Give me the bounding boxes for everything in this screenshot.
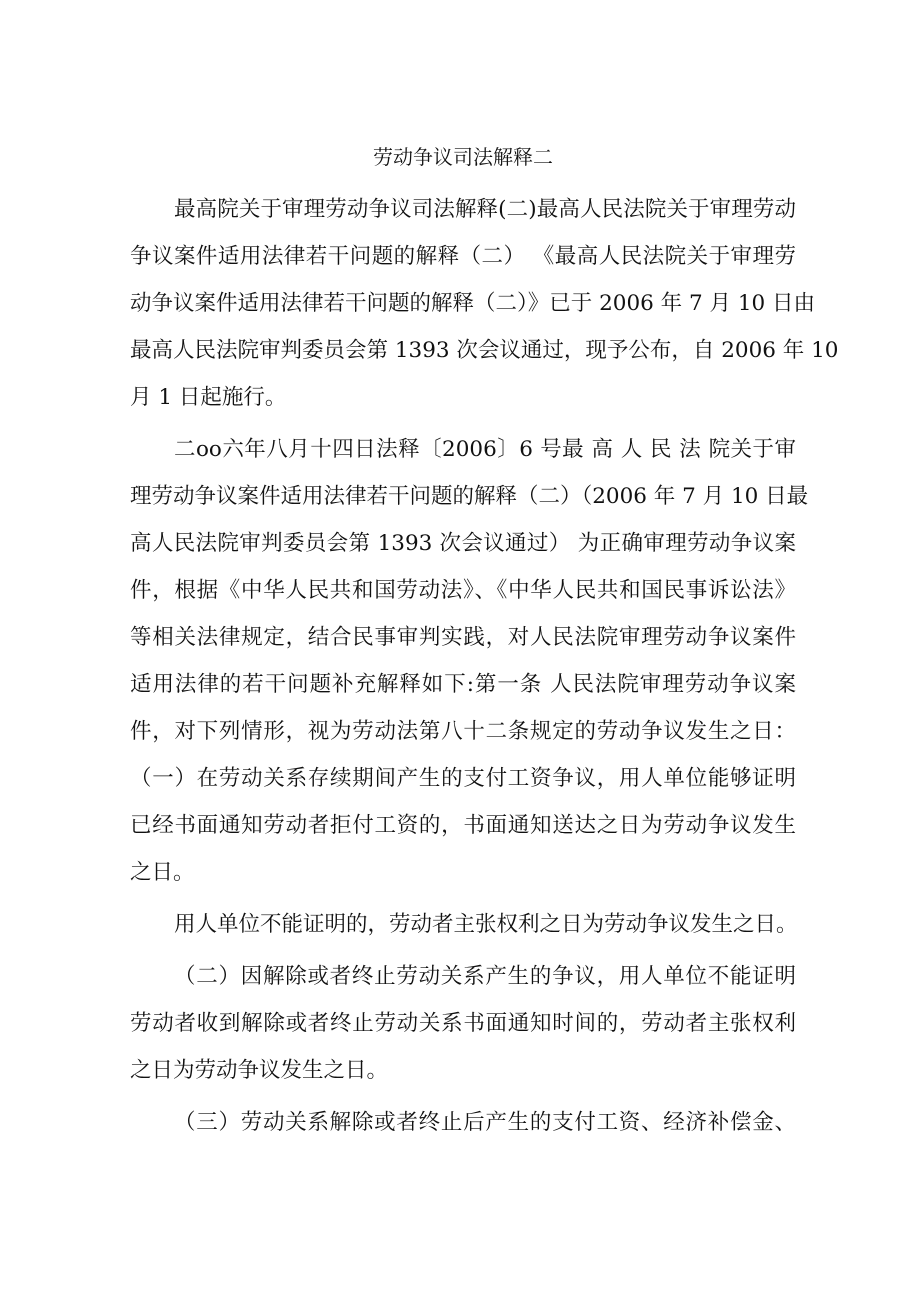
text-line: 之日为劳动争议发生之日。 <box>130 1058 389 1083</box>
text-line: 件，根据《中华人民共和国劳动法》、《中华人民共和国民事诉讼法》 <box>130 578 796 603</box>
text-line: 动争议案件适用法律若干问题的解释（二）》已于 2006 年 7 月 10 日由 <box>130 291 816 316</box>
text-line: 月 1 日起施行。 <box>130 385 287 410</box>
text-line: 适用法律的若干问题补充解释如下:第一条 人民法院审理劳动争议案 <box>130 672 796 697</box>
paragraph <box>130 1099 796 1146</box>
text-line: 用人单位不能证明的，劳动者主张权利之日为劳动争议发生之日。 <box>174 912 798 937</box>
text-line: 最高院关于审理劳动争议司法解释(二)最高人民法院关于审理劳动 <box>174 197 796 222</box>
paragraph <box>130 426 809 896</box>
paragraph <box>130 953 796 1094</box>
text-line: 件，对下列情形，视为劳动法第八十二条规定的劳动争议发生之日： <box>130 719 796 744</box>
paragraph <box>130 901 796 948</box>
document-page <box>130 140 839 1151</box>
text-line: 二oo六年八月十四日法释〔2006〕6 号最 高 人 民 法 院关于审 <box>174 437 796 462</box>
text-line: 理劳动争议案件适用法律若干问题的解释（二）（2006 年 7 月 10 日最 <box>130 484 809 509</box>
text-line: 等相关法律规定，结合民事审判实践，对人民法院审理劳动争议案件 <box>130 625 796 650</box>
text-line: 劳动者收到解除或者终止劳动关系书面通知时间的，劳动者主张权利 <box>130 1011 796 1036</box>
text-line: 高人民法院审判委员会第 1393 次会议通过） 为正确审理劳动争议案 <box>130 531 796 556</box>
text-line: 争议案件适用法律若干问题的解释（二） 《最高人民法院关于审理劳 <box>130 244 796 269</box>
text-line: 之日。 <box>130 860 195 885</box>
text-line: （二）因解除或者终止劳动关系产生的争议，用人单位不能证明 <box>174 964 796 989</box>
document-body <box>130 186 839 1146</box>
text-line: 最高人民法院审判委员会第 1393 次会议通过，现予公布，自 2006 年 10 <box>130 338 839 363</box>
text-line: （一）在劳动关系存续期间产生的支付工资争议，用人单位能够证明 <box>130 766 796 791</box>
paragraph <box>130 186 839 421</box>
document-title: 劳动争议司法解释二 <box>373 145 553 169</box>
text-line: 已经书面通知劳动者拒付工资的，书面通知送达之日为劳动争议发生 <box>130 813 796 838</box>
text-line: （三）劳动关系解除或者终止后产生的支付工资、经济补偿金、 <box>174 1110 796 1135</box>
